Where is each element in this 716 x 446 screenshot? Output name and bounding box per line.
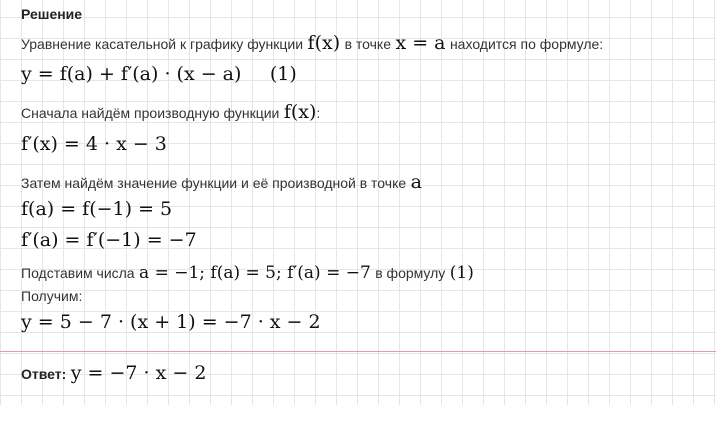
answer-value: y = −7 · x − 2 [70,362,207,384]
intro-text-3: находится по формуле: [449,36,604,52]
derivative-function: f(x) [283,101,317,123]
result-text: Получим: [21,288,83,304]
answer-divider [0,351,716,352]
values-intro-line [21,171,422,193]
substitute-line [21,263,474,283]
formula-number: (1) [269,63,297,85]
result-formula: y = 5 − 7 · (x + 1) = −7 · x − 2 [21,311,321,333]
values-text: Затем найдём значение функции и её производной в точке [21,175,407,191]
derivative-value: f′(a) = f′(−1) = −7 [21,229,197,251]
derivative-colon: : [316,105,321,121]
answer-line [21,362,206,384]
derivative-intro-line [21,101,320,123]
solution-heading: Решение [21,6,83,22]
derivative-value-line [21,229,197,251]
derivative-text: Сначала найдём производную функции [21,105,280,121]
intro-line [21,32,603,54]
intro-point: x = a [395,32,446,54]
substitute-values: a = −1; f(a) = 5; f′(a) = −7 [139,263,371,283]
substitute-text: Подставим числа [21,265,135,281]
function-value-line [21,198,172,220]
intro-text-2: в точке [344,36,391,52]
result-line [21,311,321,333]
function-value: f(a) = f(−1) = 5 [21,198,173,220]
derivative-line [21,133,167,155]
tangent-formula: y = f(a) + f′(a) · (x − a) [21,63,242,85]
values-point: a [410,171,422,193]
intro-text-1: Уравнение касательной к графику функции [21,36,304,52]
tangent-formula-line [21,63,297,85]
substitute-text-2: в формулу [375,265,446,281]
answer-label: Ответ: [21,366,67,382]
substitute-ref: (1) [449,263,474,283]
intro-function: f(x) [307,32,341,54]
derivative-formula: f′(x) = 4 · x − 3 [21,133,167,155]
